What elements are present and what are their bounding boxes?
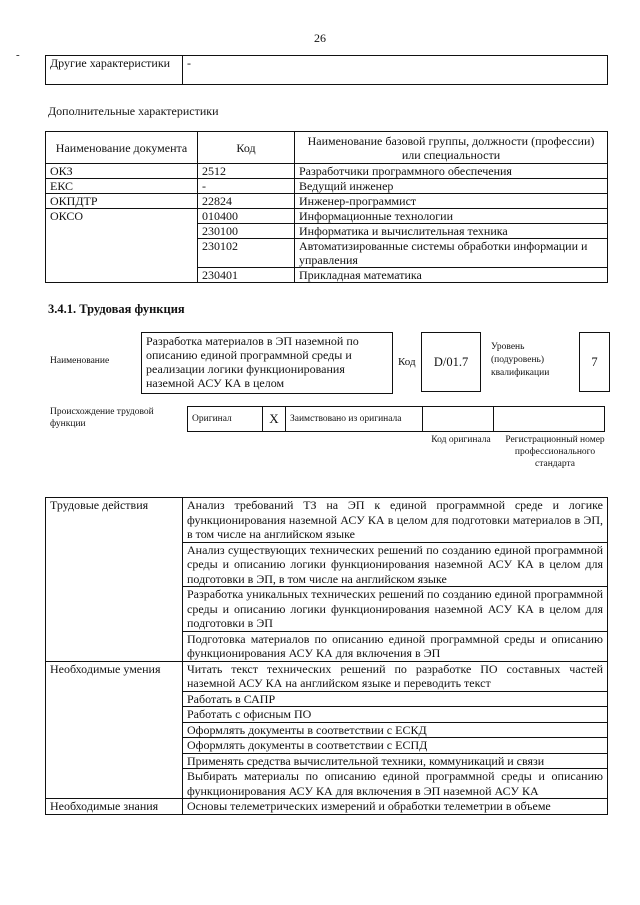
skill-item: Читать текст технических решений по разработке ПО составных частей наземной АСУ КА на английском языке и переводить текст [183, 661, 608, 691]
name-label: Наименование [50, 356, 110, 366]
function-name-box: Разработка материалов в ЭП наземной по описанию единой программной среды и реализации логики функционирования наземной АСУ КА в целом [141, 332, 393, 394]
reg-number-label: Регистрационный номер профессионального стандарта [505, 435, 605, 469]
reg-number-cell [494, 407, 605, 432]
labor-actions-label: Трудовые действия [46, 498, 183, 662]
table-row [188, 407, 605, 432]
labor-action-item: Анализ требований ТЗ на ЭП к единой программной среде и логике функционирования наземной АСУ КА в целом для подготовки материалов в ЭП, в том числе на английском языке [183, 498, 608, 543]
table-row [46, 194, 608, 209]
row-document: ОКПДТР [46, 194, 198, 209]
origin-label: Происхождение трудовой функции [50, 407, 154, 429]
skill-item: Выбирать материалы по описанию единой программной среды и описанию функционирования АСУ КА для включения в ЭП наземной АСУ КА [183, 769, 608, 799]
qualification-level-label: Уровень (подуровень) квалификации [491, 342, 550, 378]
knowledge-item: Основы телеметрических измерений и обработки телеметрии в объеме [183, 799, 608, 815]
qualification-level-value: 7 [591, 354, 598, 369]
function-code-value: D/01.7 [433, 354, 469, 369]
row-name: Разработчики программного обеспечения [295, 164, 608, 179]
skill-item: Оформлять документы в соответствии с ЕСПД [183, 738, 608, 754]
labor-action-item: Анализ существующих технических решений по созданию единой программной среды и описанию логики функционирования наземной АСУ КА в целом для подготовки в ЭП, в том числе на английском языке [183, 542, 608, 587]
function-code-box [421, 332, 481, 392]
row-name: Инженер-программист [295, 194, 608, 209]
row-code: 230100 [198, 224, 295, 239]
row-code: 22824 [198, 194, 295, 209]
row-code: - [198, 179, 295, 194]
table-row [46, 56, 608, 85]
other-characteristics-label: Другие характеристики [46, 56, 183, 85]
row-name: Информационные технологии [295, 209, 608, 224]
skill-item: Оформлять документы в соответствии с ЕСКД [183, 722, 608, 738]
original-code-label: Код оригинала [431, 435, 491, 445]
original-code-cell [423, 407, 494, 432]
qualification-level-box [579, 332, 610, 392]
section-title: 3.4.1. Трудовая функция [48, 302, 185, 316]
table-header-row [46, 132, 608, 164]
header-code: Код [198, 132, 295, 164]
row-code: 230401 [198, 268, 295, 283]
page-number: 26 [314, 31, 326, 45]
table-row [46, 209, 608, 224]
labor-action-item: Разработка уникальных технических решений по созданию единой программной среды и описанию логики функционирования наземной АСУ КА в целом для подготовки в ЭП [183, 587, 608, 632]
code-label: Код [398, 356, 416, 368]
row-code: 2512 [198, 164, 295, 179]
original-label: Оригинал [188, 407, 263, 432]
margin-mark: - [16, 49, 20, 61]
origin-table [187, 406, 605, 432]
row-document: ОКСО [46, 209, 198, 283]
row-code: 010400 [198, 209, 295, 224]
table-row [46, 179, 608, 194]
header-document-name: Наименование документа [46, 132, 198, 164]
header-group-name: Наименование базовой группы, должности (профессии) или специальности [295, 132, 608, 164]
table-row [46, 799, 608, 815]
function-details-table [45, 497, 608, 815]
table-row [46, 661, 608, 691]
labor-action-item: Подготовка материалов по описанию единой программной среды и описанию функционирования АСУ КА для включения в ЭП [183, 631, 608, 661]
row-document: ЕКС [46, 179, 198, 194]
original-mark: X [263, 407, 286, 432]
borrowed-label: Заимствовано из оригинала [286, 407, 423, 432]
skills-label: Необходимые умения [46, 661, 183, 799]
other-characteristics-value: - [183, 56, 608, 85]
row-name: Автоматизированные системы обработки информации и управления [295, 239, 608, 268]
skill-item: Применять средства вычислительной техники, коммуникаций и связи [183, 753, 608, 769]
row-name: Прикладная математика [295, 268, 608, 283]
other-characteristics-table [45, 55, 608, 85]
row-document: ОКЗ [46, 164, 198, 179]
table-row [46, 164, 608, 179]
row-name: Информатика и вычислительная техника [295, 224, 608, 239]
knowledge-label: Необходимые знания [46, 799, 183, 815]
additional-characteristics-table [45, 131, 608, 283]
skill-item: Работать с офисным ПО [183, 707, 608, 723]
row-code: 230102 [198, 239, 295, 268]
additional-characteristics-title: Дополнительные характеристики [48, 104, 219, 118]
table-row [46, 498, 608, 543]
skill-item: Работать в САПР [183, 691, 608, 707]
row-name: Ведущий инженер [295, 179, 608, 194]
